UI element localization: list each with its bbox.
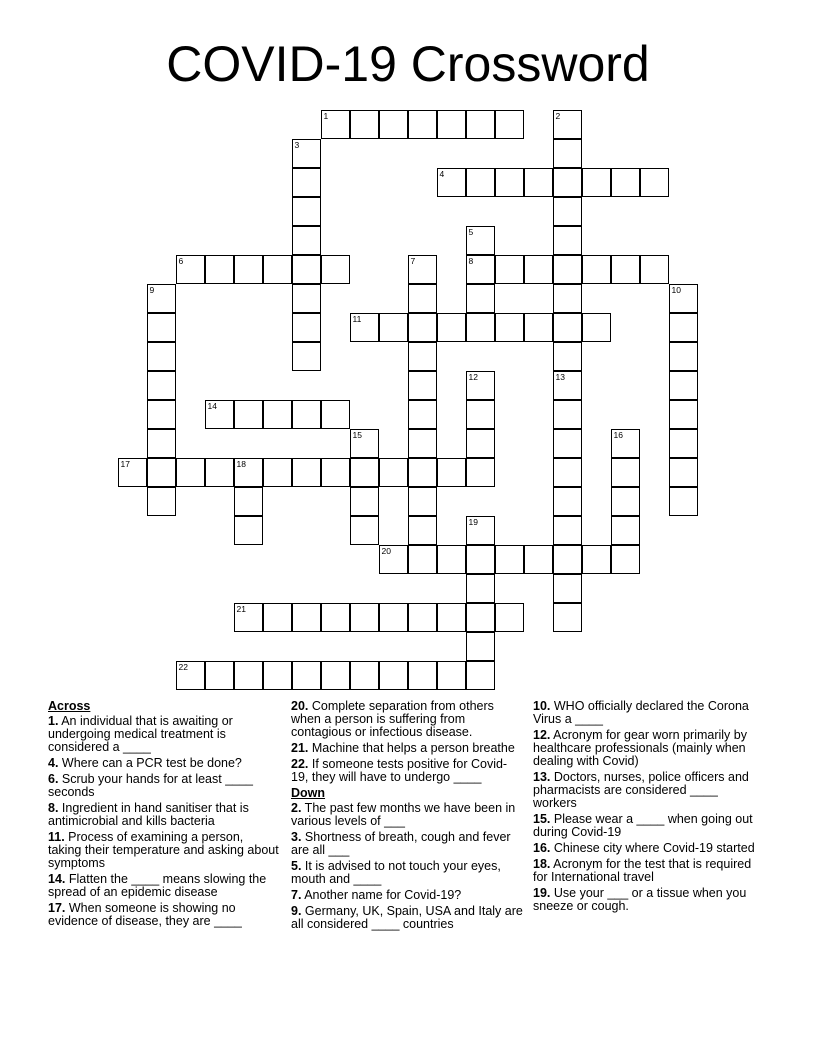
grid-cell[interactable] [176,661,205,690]
clue-number-label: 3. [291,830,302,844]
clue-number-label: 13. [533,770,551,784]
grid-cell[interactable] [292,458,321,487]
clue-number-label: 5. [291,859,302,873]
grid-cell[interactable] [524,545,553,574]
grid-cell[interactable] [553,574,582,603]
grid-cell[interactable] [379,603,408,632]
across-clue [291,742,523,755]
across-heading: Across [48,699,91,713]
grid-cell[interactable] [437,458,466,487]
grid-cell[interactable] [611,429,640,458]
grid-cell[interactable] [350,458,379,487]
clue-number: 11 [352,314,362,324]
grid-cell[interactable] [408,313,437,342]
grid-cell[interactable] [263,661,292,690]
down-clue [291,889,523,902]
clue-column-1 [48,700,280,931]
grid-cell[interactable] [408,284,437,313]
grid-cell[interactable] [553,516,582,545]
clue-text: Machine that helps a person breathe [308,741,515,755]
grid-cell[interactable] [437,603,466,632]
clue-number: 20 [381,546,391,556]
across-clue [291,758,523,784]
grid-cell[interactable] [466,574,495,603]
grid-cell[interactable] [379,661,408,690]
grid-cell[interactable] [292,139,321,168]
grid-cell[interactable] [466,661,495,690]
grid-cell[interactable] [234,255,263,284]
grid-cell[interactable] [466,313,495,342]
grid-cell[interactable] [350,429,379,458]
down-clue [533,729,765,768]
down-clue [533,858,765,884]
grid-cell[interactable] [408,458,437,487]
grid-cell[interactable] [263,458,292,487]
grid-cell[interactable] [466,603,495,632]
grid-cell[interactable] [408,342,437,371]
grid-cell[interactable] [582,313,611,342]
grid-cell[interactable] [611,545,640,574]
grid-cell[interactable] [466,545,495,574]
grid-cell[interactable] [611,168,640,197]
clue-number: 19 [468,517,478,527]
grid-cell[interactable] [350,603,379,632]
grid-cell[interactable] [611,487,640,516]
across-clue [48,802,280,828]
grid-cell[interactable] [263,400,292,429]
clue-number-label: 12. [533,728,551,742]
clue-text: An individual that is awaiting or undergoing medical treatment is considered a ____ [48,714,233,754]
grid-cell[interactable] [553,197,582,226]
clue-number-label: 8. [48,801,59,815]
grid-cell[interactable] [147,487,176,516]
clue-number: 22 [178,662,188,672]
grid-cell[interactable] [669,487,698,516]
clue-number: 18 [236,459,246,469]
grid-cell[interactable] [553,168,582,197]
clue-number-label: 1. [48,714,59,728]
grid-cell[interactable] [408,516,437,545]
clue-text: When someone is showing no evidence of disease, they are ____ [48,901,242,928]
grid-cell[interactable] [466,429,495,458]
grid-cell[interactable] [669,284,698,313]
grid-cell[interactable] [437,110,466,139]
grid-cell[interactable] [524,313,553,342]
grid-cell[interactable] [466,110,495,139]
grid-cell[interactable] [350,110,379,139]
grid-cell[interactable] [437,661,466,690]
clue-number-label: 7. [291,888,302,902]
grid-cell[interactable] [379,545,408,574]
grid-cell[interactable] [408,661,437,690]
clue-number-label: 4. [48,756,59,770]
grid-cell[interactable] [147,400,176,429]
clue-number-label: 20. [291,699,309,713]
clue-text: Flatten the ____ means slowing the spread of an epidemic disease [48,872,267,899]
grid-cell[interactable] [669,313,698,342]
grid-cell[interactable] [437,545,466,574]
clue-number: 7 [410,256,416,266]
grid-cell[interactable] [495,545,524,574]
page-title: COVID-19 Crossword [166,36,650,92]
grid-cell[interactable] [553,255,582,284]
clue-number: 4 [439,169,445,179]
clue-text: Another name for Covid-19? [301,888,462,902]
clue-text: Acronym for gear worn primarily by healthcare professionals (mainly when dealing with Covid) [533,728,747,768]
across-clue [48,715,280,754]
clue-number-label: 6. [48,772,59,786]
grid-cell[interactable] [292,255,321,284]
clue-text: Scrub your hands for at least ____ seconds [48,772,253,799]
clue-column-3 [533,700,765,916]
grid-cell[interactable] [147,284,176,313]
clue-text: Process of examining a person, taking their temperature and asking about symptoms [48,830,279,870]
clue-text: Germany, UK, Spain, USA and Italy are all considered ____ countries [291,904,523,931]
clue-number-label: 14. [48,872,66,886]
grid-cell[interactable] [553,545,582,574]
grid-cell[interactable] [234,603,263,632]
grid-cell[interactable] [553,429,582,458]
grid-cell[interactable] [524,255,553,284]
clue-number-label: 15. [533,812,551,826]
grid-cell[interactable] [582,255,611,284]
grid-cell[interactable] [292,661,321,690]
clue-number: 21 [236,604,246,614]
grid-cell[interactable] [495,168,524,197]
clue-text: Complete separation from others when a person is suffering from contagious or infectious disease. [291,699,494,739]
grid-cell[interactable] [292,603,321,632]
across-clue [291,700,523,739]
clue-number: 14 [207,401,217,411]
grid-cell[interactable] [582,168,611,197]
grid-cell[interactable] [553,458,582,487]
clue-text: If someone tests positive for Covid-19, they will have to undergo ____ [291,757,508,784]
clue-number: 9 [149,285,155,295]
across-clue [48,757,280,770]
clue-number: 8 [468,256,474,266]
grid-cell[interactable] [408,429,437,458]
grid-cell[interactable] [292,313,321,342]
clue-text: WHO officially declared the Corona Virus a ____ [533,699,749,726]
grid-cell[interactable] [379,313,408,342]
down-clue [291,860,523,886]
grid-cell[interactable] [292,342,321,371]
clue-number: 2 [555,111,561,121]
grid-cell[interactable] [234,400,263,429]
grid-cell[interactable] [205,255,234,284]
clue-number: 13 [555,372,565,382]
grid-cell[interactable] [466,516,495,545]
clue-number: 5 [468,227,474,237]
clue-text: Chinese city where Covid-19 started [550,841,755,855]
grid-cell[interactable] [408,603,437,632]
clue-text: Ingredient in hand sanitiser that is antimicrobial and kills bacteria [48,801,249,828]
grid-cell[interactable] [321,458,350,487]
grid-cell[interactable] [669,342,698,371]
clue-number-label: 22. [291,757,309,771]
clue-number: 10 [671,285,681,295]
grid-cell[interactable] [176,255,205,284]
grid-cell[interactable] [205,458,234,487]
clue-number-label: 21. [291,741,309,755]
clue-text: Doctors, nurses, police officers and pharmacists are considered ____ workers [533,770,749,810]
grid-cell[interactable] [495,255,524,284]
grid-cell[interactable] [408,545,437,574]
grid-cell[interactable] [466,458,495,487]
clue-number-label: 10. [533,699,551,713]
grid-cell[interactable] [553,342,582,371]
down-clue [533,842,765,855]
down-clue [533,887,765,913]
grid-cell[interactable] [234,516,263,545]
grid-cell[interactable] [553,226,582,255]
grid-cell[interactable] [408,371,437,400]
clue-number-label: 19. [533,886,551,900]
clue-number: 3 [294,140,300,150]
grid-cell[interactable] [495,110,524,139]
grid-cell[interactable] [495,313,524,342]
clue-column-2 [291,700,523,934]
clue-text: The past few months we have been in various levels of ___ [291,801,516,828]
down-clue [533,700,765,726]
clue-text: It is advised to not touch your eyes, mouth and ____ [291,859,501,886]
grid-cell[interactable] [263,255,292,284]
grid-cell[interactable] [292,226,321,255]
clue-text: Please wear a ____ when going out during Covid-19 [533,812,753,839]
clue-text: Acronym for the test that is required for International travel [533,857,752,884]
grid-cell[interactable] [147,313,176,342]
grid-cell[interactable] [292,197,321,226]
grid-cell[interactable] [350,516,379,545]
grid-cell[interactable] [466,284,495,313]
grid-cell[interactable] [408,400,437,429]
across-clue [48,773,280,799]
grid-cell[interactable] [553,139,582,168]
clue-number-label: 18. [533,857,551,871]
grid-cell[interactable] [611,516,640,545]
clue-number-label: 9. [291,904,302,918]
clue-number-label: 2. [291,801,302,815]
clue-number: 15 [352,430,362,440]
grid-cell[interactable] [553,284,582,313]
grid-cell[interactable] [669,429,698,458]
grid-cell[interactable] [466,632,495,661]
grid-cell[interactable] [553,487,582,516]
clue-text: Where can a PCR test be done? [58,756,242,770]
grid-cell[interactable] [321,661,350,690]
across-clue [48,831,280,870]
grid-cell[interactable] [408,487,437,516]
grid-cell[interactable] [292,284,321,313]
grid-cell[interactable] [553,110,582,139]
grid-cell[interactable] [553,313,582,342]
grid-cell[interactable] [611,255,640,284]
down-heading: Down [291,786,326,800]
down-clue [291,802,523,828]
grid-cell[interactable] [495,603,524,632]
clue-text: Shortness of breath, cough and fever are all ___ [291,830,511,857]
grid-cell[interactable] [466,400,495,429]
grid-cell[interactable] [669,458,698,487]
grid-cell[interactable] [118,458,147,487]
across-clue [48,902,280,928]
clue-number-label: 17. [48,901,66,915]
down-clue [533,771,765,810]
grid-cell[interactable] [611,458,640,487]
grid-cell[interactable] [524,168,553,197]
grid-cell[interactable] [147,429,176,458]
grid-cell[interactable] [292,168,321,197]
grid-cell[interactable] [669,400,698,429]
down-clue [533,813,765,839]
grid-cell[interactable] [350,487,379,516]
grid-cell[interactable] [350,661,379,690]
grid-cell[interactable] [379,110,408,139]
grid-cell[interactable] [553,400,582,429]
grid-cell[interactable] [321,603,350,632]
grid-cell[interactable] [408,110,437,139]
clue-number: 6 [178,256,184,266]
grid-cell[interactable] [292,400,321,429]
grid-cell[interactable] [147,371,176,400]
grid-cell[interactable] [553,371,582,400]
grid-cell[interactable] [437,168,466,197]
grid-cell[interactable] [321,255,350,284]
grid-cell[interactable] [669,371,698,400]
clue-number: 1 [323,111,329,121]
grid-cell[interactable] [234,661,263,690]
grid-cell[interactable] [582,545,611,574]
grid-cell[interactable] [205,400,234,429]
across-clue [48,873,280,899]
grid-cell[interactable] [408,255,437,284]
grid-cell[interactable] [466,226,495,255]
grid-cell[interactable] [553,603,582,632]
grid-cell[interactable] [466,255,495,284]
clue-number-label: 11. [48,830,65,844]
grid-cell[interactable] [263,603,292,632]
grid-cell[interactable] [640,168,669,197]
clue-text: Use your ___ or a tissue when you sneeze or cough. [533,886,747,913]
grid-cell[interactable] [379,458,408,487]
grid-cell[interactable] [321,110,350,139]
grid-cell[interactable] [147,458,176,487]
clue-number-label: 16. [533,841,551,855]
grid-cell[interactable] [350,313,379,342]
grid-cell[interactable] [437,313,466,342]
grid-cell[interactable] [205,661,234,690]
grid-cell[interactable] [147,342,176,371]
clue-number: 12 [468,372,478,382]
clue-number: 16 [613,430,623,440]
grid-cell[interactable] [234,487,263,516]
grid-cell[interactable] [321,400,350,429]
grid-cell[interactable] [640,255,669,284]
grid-cell[interactable] [234,458,263,487]
clue-number: 17 [120,459,130,469]
grid-cell[interactable] [176,458,205,487]
grid-cell[interactable] [466,371,495,400]
down-clue [291,905,523,931]
grid-cell[interactable] [466,168,495,197]
down-clue [291,831,523,857]
